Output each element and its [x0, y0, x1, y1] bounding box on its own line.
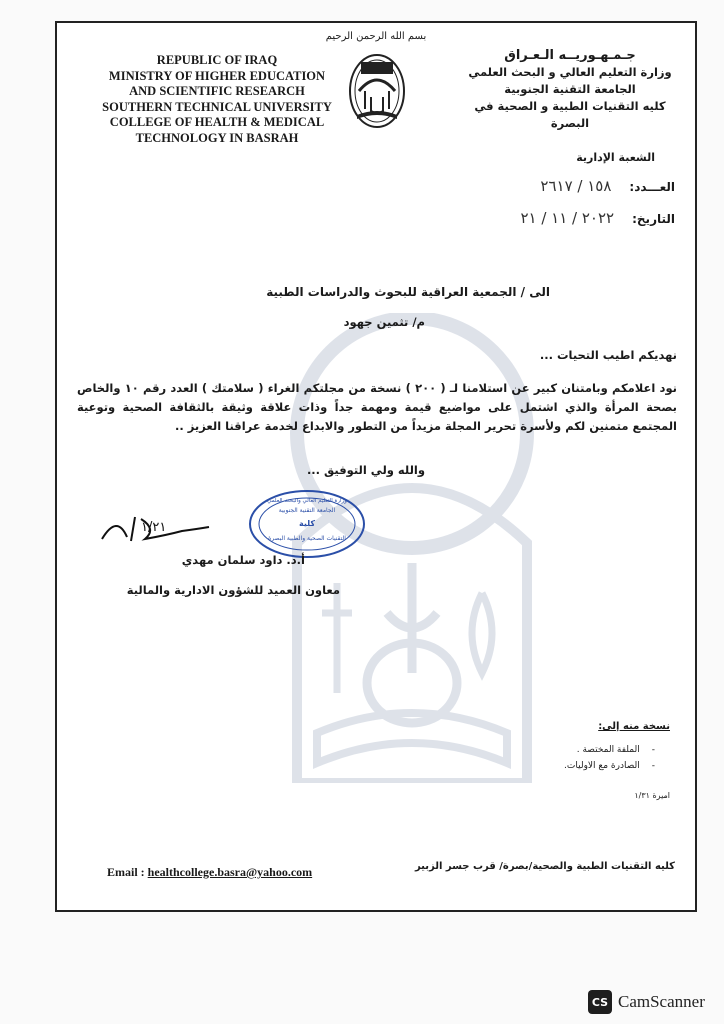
signature-date: ١/٢١ — [141, 520, 167, 535]
camscanner-watermark — [588, 990, 705, 1014]
email-link[interactable]: healthcollege.basra@yahoo.com — [147, 865, 313, 879]
footer-email-line — [107, 865, 312, 880]
closing-line: والله ولي التوفيق ... — [306, 463, 425, 477]
letter-body: نود اعلامكم وبامتنان كبير عن استلامنا لـ ( ٢٠٠ ) نسخة من مجلتكم الغراء ( سلامتك ) العدد رقم ١٠ والخاص بصحة المرأة والذي اشتمل على مواضيع قيمة ومهمة جداً وذات علاقة وثيقة بالثقافة الصحية وتوعية المجتمع متمنين لكم ولأسرة تحرير المجلة مزيداً من التطور والابداع لخدمة عراقنا العزيز .. — [77, 381, 677, 433]
reference-number-label: العـــدد: — [629, 180, 675, 194]
english-header-line: TECHNOLOGY IN BASRAH — [135, 130, 299, 145]
arabic-header-line: الجامعة التقنية الجنوبية — [504, 82, 636, 96]
copies-item-text: الصادرة مع الاوليات. — [564, 761, 640, 771]
reference-number-row — [540, 177, 675, 195]
signatory-name: أ.د. داود سلمان مهدي — [181, 553, 305, 567]
recipient-line: الى / الجمعية العراقية للبحوث والدراسات الطبية — [266, 285, 550, 299]
copies-bullet: - — [651, 745, 655, 755]
subject-line: م/ تثمين جهود — [343, 315, 425, 329]
handwritten-signature — [97, 509, 217, 549]
copies-title: نسخة منه إلى: — [598, 721, 670, 732]
official-stamp — [247, 488, 367, 560]
arabic-header-line: جـمـهـوريــه الـعـراق — [504, 48, 636, 63]
letterhead-frame — [55, 21, 697, 912]
copies-item — [564, 761, 655, 771]
camscanner-label: CamScanner — [618, 992, 705, 1011]
signatory-title: معاون العميد للشؤون الادارية والمالية — [126, 583, 340, 597]
copies-item — [577, 745, 655, 755]
english-header-line: MINISTRY OF HIGHER EDUCATION — [108, 68, 326, 83]
english-header-line: SOUTHERN TECHNICAL UNIVERSITY — [102, 99, 332, 114]
english-header-line: COLLEGE OF HEALTH & MEDICAL — [109, 115, 325, 129]
typist-note: اميرة ١/٣١ — [634, 791, 670, 800]
email-label: Email : — [107, 865, 145, 879]
arabic-header-line: كليه التقنيات الطبية و الصحية في البصرة — [474, 99, 666, 130]
date-row — [520, 209, 675, 227]
department-label: الشعبة الإدارية — [576, 151, 655, 164]
basmala: بسم الله الرحمن الرحيم — [325, 31, 427, 42]
reference-number-value: ١٥٨ / ٢٦١٧ — [540, 177, 612, 195]
date-label: التاريخ: — [632, 212, 675, 226]
date-value: ٢٠٢٢ / ١١ / ٢١ — [520, 209, 615, 227]
english-header-line: AND SCIENTIFIC RESEARCH — [129, 84, 305, 98]
stamp-text: الجامعة التقنية الجنوبية — [278, 507, 336, 514]
copies-bullet: - — [651, 761, 655, 771]
stamp-text: وزارة التعليم العالي والبحث العلمي — [267, 498, 347, 504]
camscanner-logo-icon: CS — [588, 990, 612, 1014]
university-logo-icon — [347, 49, 407, 129]
arabic-letterhead — [455, 47, 685, 132]
copies-item-text: الملفة المختصة . — [576, 745, 640, 755]
greeting-line: نهديكم اطيب التحيات ... — [539, 348, 677, 362]
arabic-header-line: وزارة التعليم العالي و البحث العلمي — [468, 65, 672, 79]
english-header-line: REPUBLIC OF IRAQ — [156, 53, 278, 67]
stamp-text: كلية — [298, 519, 316, 528]
english-letterhead — [82, 53, 352, 146]
footer-address: كليه التقنيات الطبية والصحية/بصرة/ قرب جسر الزبير — [414, 861, 675, 872]
stamp-text: التقنيات الصحية والطبية البصرة — [268, 535, 346, 542]
